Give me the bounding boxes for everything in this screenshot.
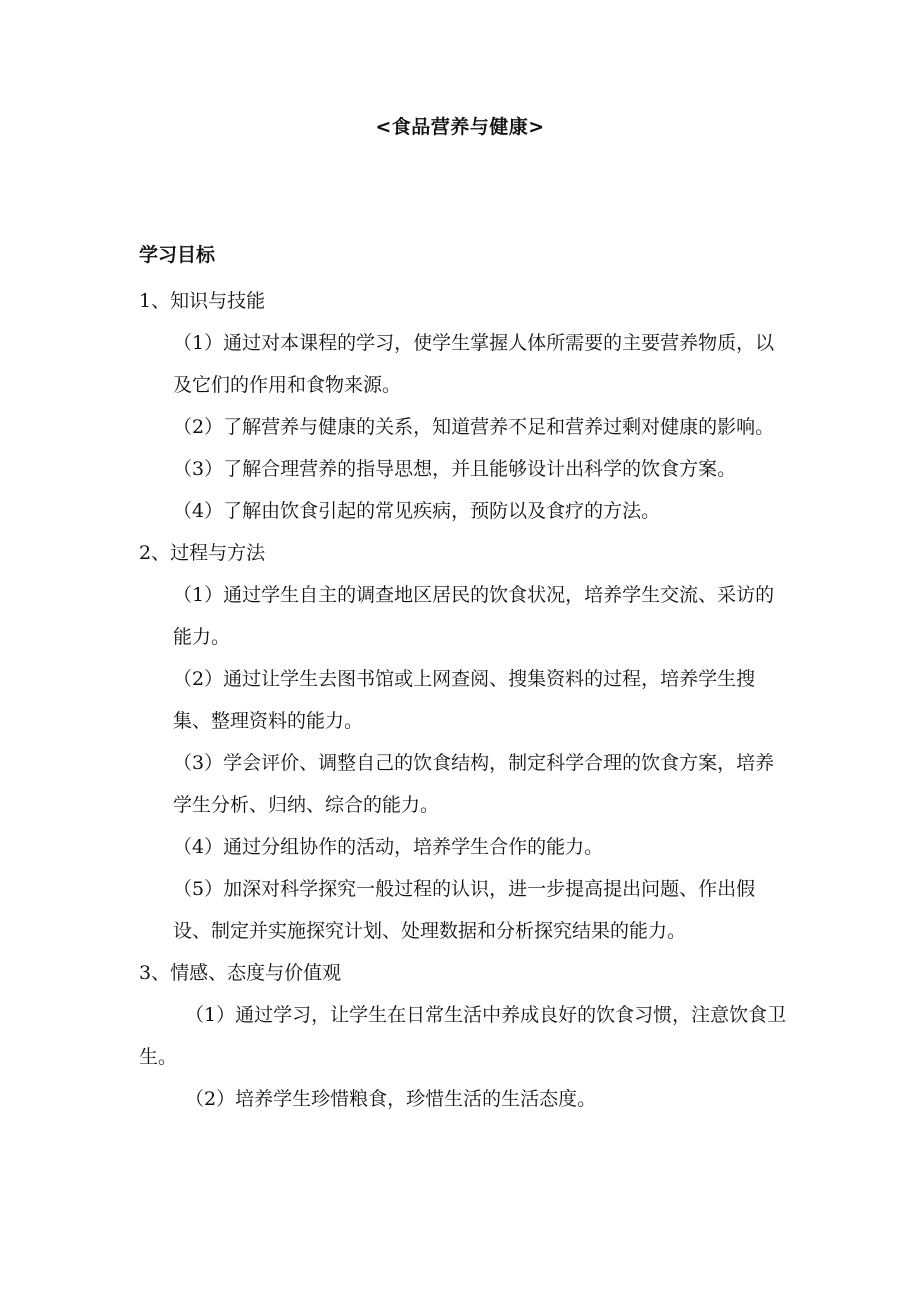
section-label-knowledge: 1、知识与技能 — [139, 290, 266, 312]
objective-item: （4）通过分组协作的活动，培养学生合作的能力。 — [173, 836, 604, 858]
objective-item: （3）了解合理营养的指导思想，并且能够设计出科学的饮食方案。 — [173, 458, 737, 480]
objective-item: （1）通过学生自主的调查地区居民的饮食状况，培养学生交流、采访的能力。 — [173, 584, 775, 648]
objective-item: （1）通过对本课程的学习，使学生掌握人体所需要的主要营养物质，以及它们的作用和食物来源。 — [173, 332, 775, 396]
objective-item: （2）通过让学生去图书馆或上网查阅、搜集资料的过程，培养学生搜集、整理资料的能力。 — [173, 668, 756, 732]
section-label-process: 2、过程与方法 — [139, 542, 266, 564]
objective-item: （5）加深对科学探究一般过程的认识，进一步提高提出问题、作出假设、制定并实施探究计划、处理数据和分析探究结果的能力。 — [173, 878, 756, 942]
objective-item: （3）学会评价、调整自己的饮食结构，制定科学合理的饮食方案，培养学生分析、归纳、综合的能力。 — [173, 752, 775, 816]
section-heading: 学习目标 — [139, 244, 216, 266]
objective-item: （1）通过学习，让学生在日常生活中养成良好的饮食习惯，注意饮食卫生。 — [139, 1004, 787, 1068]
objective-item: （2）了解营养与健康的关系，知道营养不足和营养过剩对健康的影响。 — [173, 416, 775, 438]
objectives-body — [139, 280, 789, 1120]
section-label-attitude: 3、情感、态度与价值观 — [139, 962, 342, 984]
document-title: <食品营养与健康> — [375, 116, 545, 138]
objective-item: （2）培养学生珍惜粮食，珍惜生活的生活态度。 — [185, 1088, 597, 1110]
objective-item: （4）了解由饮食引起的常见疾病，预防以及食疗的方法。 — [173, 500, 661, 522]
